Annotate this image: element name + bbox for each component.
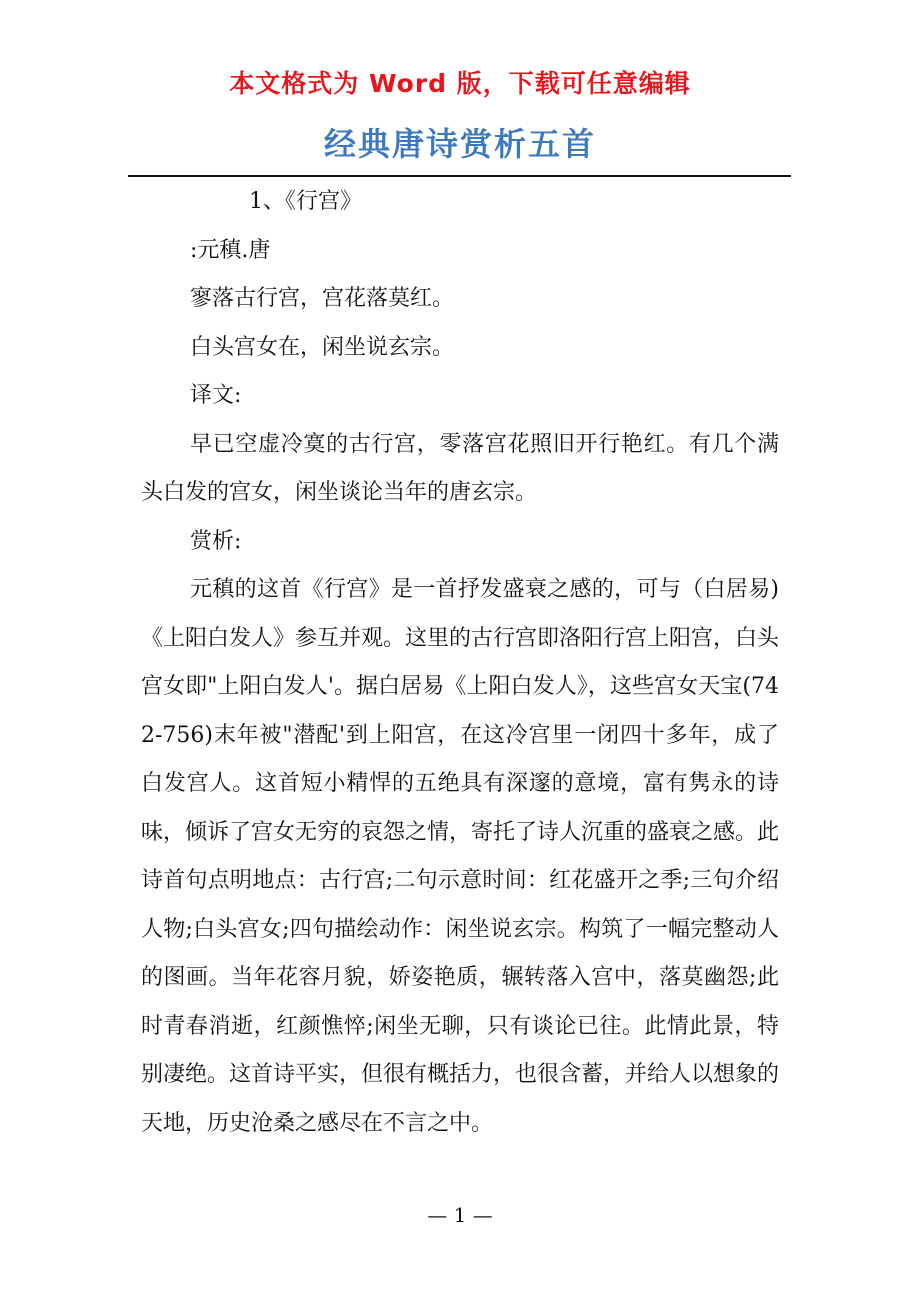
format-notice-banner: 本文格式为 Word 版，下载可任意编辑 [229,69,691,98]
poem-line-2: 白头宫女在，闲坐说玄宗。 [190,334,455,360]
title-divider [128,175,791,177]
translation-text: 早已空虚冷寞的古行宫，零落宫花照旧开行艳红。有几个满头白发的宫女，闲坐谈论当年的唐玄宗。 [141,431,779,505]
poem-line-1: 寥落古行宫，宫花落莫红。 [190,286,455,311]
poem-heading: 1、《行宫》 [249,189,362,214]
page-number: — 1 — [427,1203,493,1227]
appreciation-text: 元稹的这首《行宫》是一首抒发盛衰之感的，可与（白居易)《上阳白发人》参互并观。这里的古行宫即洛阳行宫上阳宫，白头宫女即"上阳白发人'。据白居易《上阳白发人》，这些宫女天宝(742-756)末年被"潜配'到上阳宫，在这冷宫里一闭四十多年，成了白发宫人。这首短小精悍的五绝具有深邃的意境，富有隽永的诗味，倾诉了宫女无穷的哀怨之情，寄托了诗人沉重的盛衰之感。此诗首句点明地点：古行宫;二句示意时间：红花盛开之季;三句介绍人物;白头宫女;四句描绘动作：闲坐说玄宗。构筑了一幅完整动人的图画。当年花容月貌，娇姿艳质，辗转落入宫中，落莫幽怨;此时青春消逝，红颜憔悴;闲坐无聊，只有谈论已往。此情此景，特别凄绝。这首诗平实，但很有概括力，也很含蓄，并给人以想象的天地，历史沧桑之感尽在不言之中。 [141,577,780,1136]
document-title: 经典唐诗赏析五首 [323,125,596,163]
poem-author: :元稹.唐 [190,237,271,263]
translation-label: 译文: [190,383,242,408]
document-body [141,178,779,1148]
appreciation-label: 赏析: [190,528,242,554]
